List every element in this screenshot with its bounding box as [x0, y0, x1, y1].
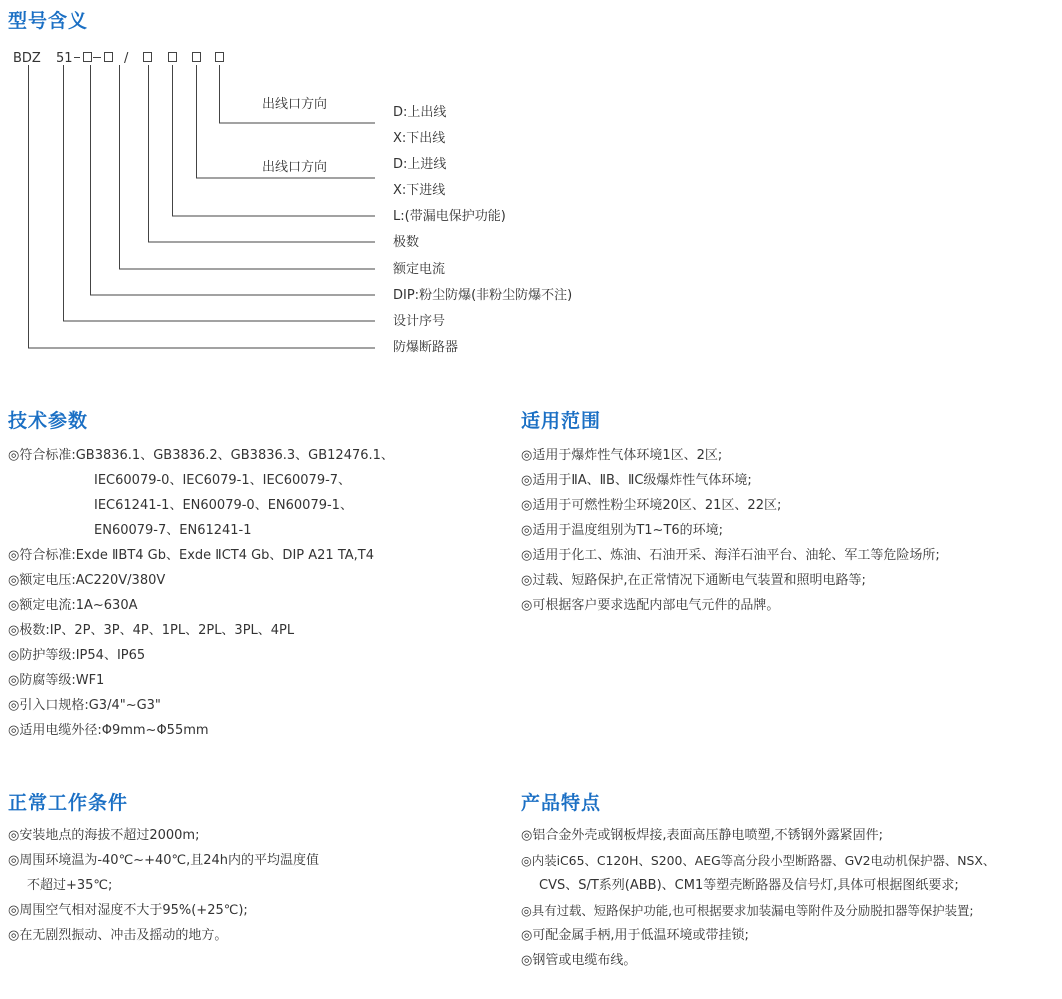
conditions-line: ◎安装地点的海拔不超过2000m; [8, 828, 200, 843]
tech-line: IEC61241-1、EN60079-0、EN60079-1、 [94, 498, 353, 513]
scope-line: ◎适用于化工、炼油、石油开采、海洋石油平台、油轮、军工等危险场所; [521, 548, 940, 563]
tech-section-title: 技术参数 [8, 410, 89, 432]
conditions-line: 不超过+35℃; [27, 878, 113, 893]
scope-line: ◎可根据客户要求选配内部电气元件的品牌。 [521, 598, 780, 613]
label-current: 额定电流 [393, 262, 446, 277]
conditions-line: ◎周围空气相对湿度不大于95%(+25℃); [8, 903, 248, 918]
scope-line: ◎适用于可燃性粉尘环境20区、21区、22区; [521, 498, 782, 513]
leader-dip [91, 65, 376, 295]
code-series: 51 [56, 51, 73, 66]
features-line: ◎钢管或电缆布线。 [521, 953, 637, 968]
label-bottom-inlet: X:下进线 [393, 183, 446, 198]
conditions-line: ◎周围环境温为-40℃~+40℃,且24h内的平均温度值 [8, 853, 320, 868]
tech-line: ◎极数:IP、2P、3P、4P、1PL、2PL、3PL、4PL [8, 623, 295, 638]
tech-line: ◎额定电流:1A~630A [8, 598, 138, 613]
label-breaker: 防爆断路器 [393, 340, 459, 355]
code-slash: / [124, 51, 129, 66]
model-connector-lines [0, 0, 400, 360]
tech-line: EN60079-7、EN61241-1 [94, 523, 252, 538]
tech-line: ◎符合标准:Exde ⅡBT4 Gb、Exde ⅡCT4 Gb、DIP A21 TA,T4 [8, 548, 374, 563]
leader-outlet [220, 65, 376, 123]
mid-label-outlet: 出线口方向 [262, 97, 328, 112]
label-dip: DIP:粉尘防爆(非粉尘防爆不注) [393, 288, 573, 303]
features-section-title: 产品特点 [521, 792, 602, 814]
scope-line: ◎过载、短路保护,在正常情况下通断电气装置和照明电路等; [521, 573, 866, 588]
label-bottom-outlet: X:下出线 [393, 131, 446, 146]
features-line: ◎具有过载、短路保护功能,也可根据要求加装漏电等附件及分励脱扣器等保护装置; [521, 903, 974, 918]
leader-poles [149, 65, 376, 242]
tech-line: IEC60079-0、IEC6079-1、IEC60079-7、 [94, 473, 352, 488]
features-line: ◎铝合金外壳或钢板焊接,表面高压静电喷塑,不锈钢外露紧固件; [521, 828, 883, 843]
tech-line: ◎防护等级:IP54、IP65 [8, 648, 146, 663]
scope-line: ◎适用于爆炸性气体环境1区、2区; [521, 448, 723, 463]
scope-line: ◎适用于ⅡA、ⅡB、ⅡC级爆炸性气体环境; [521, 473, 752, 488]
label-top-inlet: D:上进线 [393, 157, 447, 172]
tech-line: ◎引入口规格:G3/4"~G3" [8, 698, 161, 713]
tech-line: ◎额定电压:AC220V/380V [8, 573, 166, 588]
leader-current [120, 65, 376, 269]
label-leakage: L:(带漏电保护功能) [393, 209, 506, 224]
code-prefix: BDZ [13, 51, 41, 66]
conditions-line: ◎在无剧烈振动、冲击及摇动的地方。 [8, 928, 228, 943]
tech-line: ◎防腐等级:WF1 [8, 673, 105, 688]
scope-section-title: 适用范围 [521, 410, 602, 432]
model-section-title: 型号含义 [8, 10, 89, 32]
tech-line: ◎适用电缆外径:Φ9mm~Φ55mm [8, 723, 209, 738]
features-line: ◎可配金属手柄,用于低温环境或带挂锁; [521, 928, 749, 943]
features-line: CVS、S/T系列(ABB)、CM1等塑壳断路器及信号灯,具体可根据图纸要求; [539, 878, 959, 893]
label-poles: 极数 [393, 235, 420, 250]
leader-leakage [173, 65, 376, 216]
label-series: 设计序号 [393, 314, 446, 329]
conditions-section-title: 正常工作条件 [8, 792, 129, 814]
label-top-outlet: D:上出线 [393, 105, 447, 120]
scope-line: ◎适用于温度组别为T1~T6的环境; [521, 523, 724, 538]
features-line: ◎内装iC65、C120H、S200、AEG等高分段小型断路器、GV2电动机保护器、NSX、 [521, 853, 996, 868]
mid-label-inlet: 出线口方向 [262, 160, 328, 175]
tech-line: ◎符合标准:GB3836.1、GB3836.2、GB3836.3、GB12476.1、 [8, 448, 394, 463]
